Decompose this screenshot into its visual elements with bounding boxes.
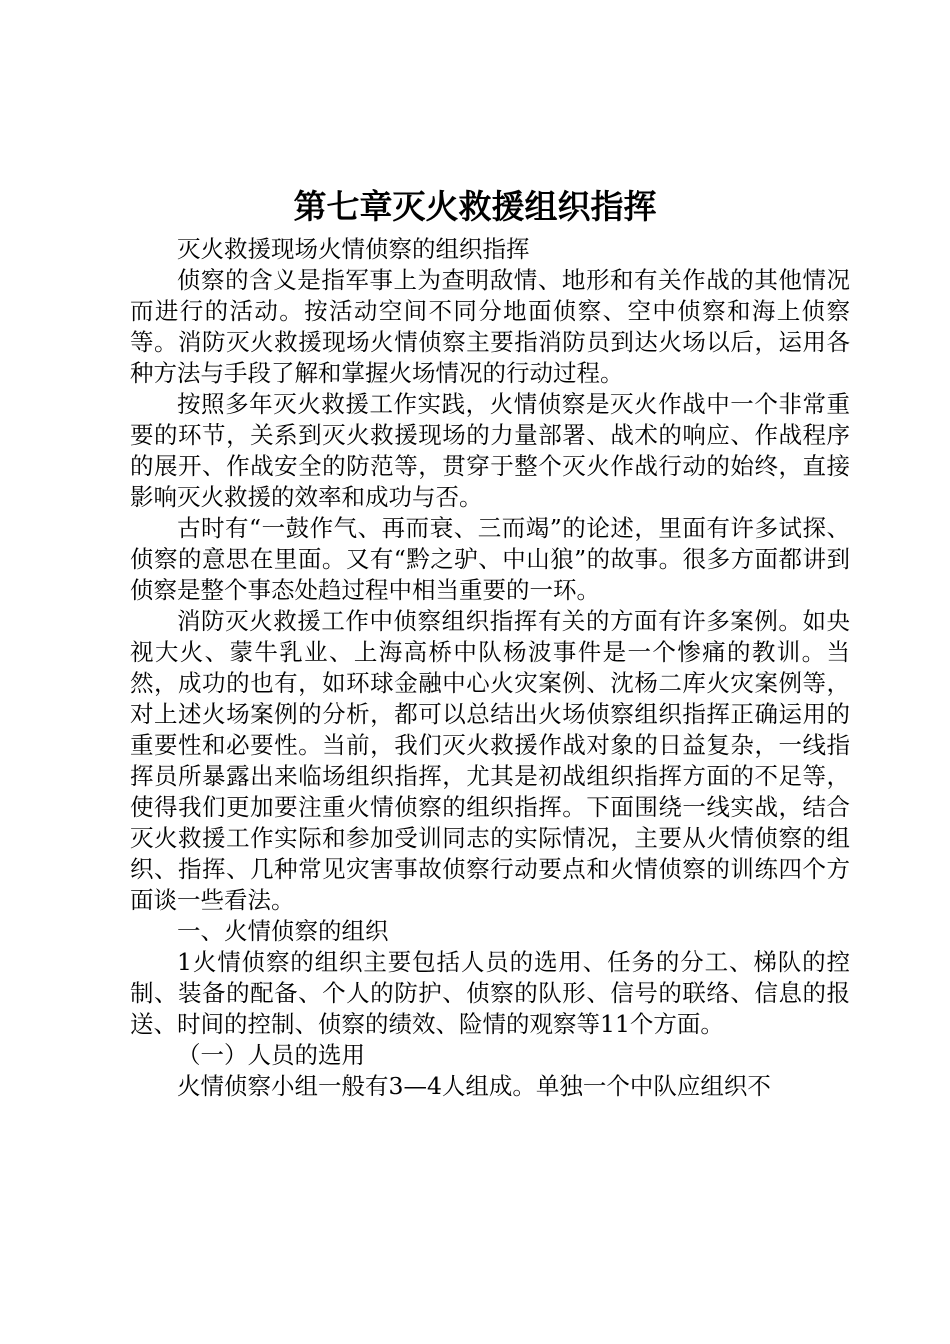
body-paragraph: 火情侦察小组一般有3—4人组成。单独一个中队应组织不 [177,1072,771,1100]
body-paragraph: 1火情侦察的组织主要包括人员的选用、任务的分工、梯队的控制、装备的配备、个人的防护、侦察的队形、信号的联络、信息的报送、时间的控制、侦察的绩效、险情的观察等11个方面。 [130,948,850,1038]
document-title: 第七章灭火救援组织指挥 [293,187,657,226]
body-paragraph: 按照多年灭火救援工作实践，火情侦察是灭火作战中一个非常重要的环节，关系到灭火救援现场的力量部署、战术的响应、作战程序的展开、作战安全的防范等，贯穿于整个灭火作战行动的始终，直接影响灭火救援的效率和成功与否。 [130,390,850,511]
subsection-heading: （一）人员的选用 [177,1041,365,1069]
body-paragraph: 古时有“一鼓作气、再而衰、三而竭”的论述，里面有许多试探、侦察的意思在里面。又有“黔之驴、中山狼”的故事。很多方面都讲到侦察是整个事态处趋过程中相当重要的一环。 [130,514,850,604]
document-body [130,234,850,1102]
body-paragraph: 消防灭火救援工作中侦察组织指挥有关的方面有许多案例。如央视大火、蒙牛乳业、上海高桥中队杨波事件是一个惨痛的教训。当然，成功的也有，如环球金融中心火灾案例、沈杨二库火灾案例等，对上述火场案例的分析，都可以总结出火场侦察组织指挥正确运用的重要性和必要性。当前，我们灭火救援作战对象的日益复杂，一线指挥员所暴露出来临场组织指挥，尤其是初战组织指挥方面的不足等，使得我们更加要注重火情侦察的组织指挥。下面围绕一线实战，结合灭火救援工作实际和参加受训同志的实际情况，主要从火情侦察的组织、指挥、几种常见灾害事故侦察行动要点和火情侦察的训练四个方面谈一些看法。 [130,607,850,914]
body-paragraph: 侦察的含义是指军事上为查明敌情、地形和有关作战的其他情况而进行的活动。按活动空间不同分地面侦察、空中侦察和海上侦察等。消防灭火救援现场火情侦察主要指消防员到达火场以后，运用各种方法与手段了解和掌握火场情况的行动过程。 [130,266,850,387]
subheading-paragraph: 灭火救援现场火情侦察的组织指挥 [177,235,530,263]
section-heading: 一、火情侦察的组织 [177,917,389,945]
